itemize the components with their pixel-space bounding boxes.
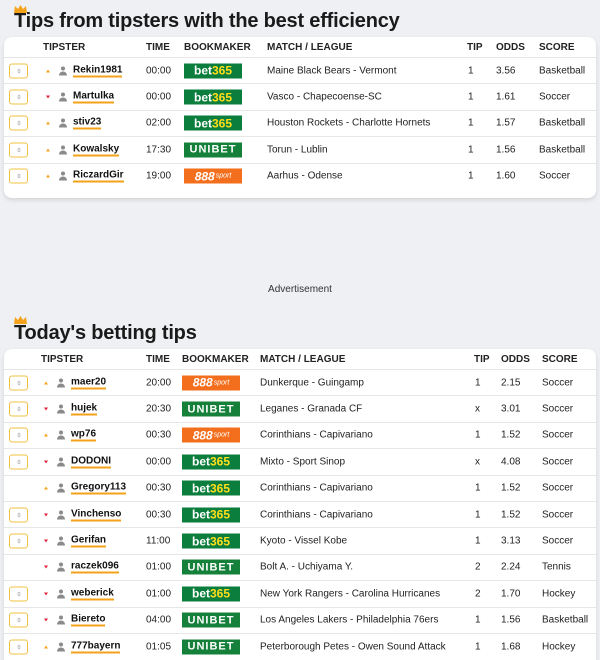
trend-down-icon [44,408,48,411]
bookmaker-label: sport [213,431,230,439]
tip-value: 1 [468,117,474,129]
sport-name: Soccer [542,429,574,441]
match-time: 00:30 [146,429,172,441]
table-row[interactable] [4,110,596,136]
expand-toggle-button[interactable] [9,402,28,417]
advertisement-label: Advertisement [268,284,332,295]
table-row[interactable] [4,422,596,448]
user-icon [57,563,65,572]
column-header-tipster[interactable]: TIPSTER [41,354,84,365]
match-name: Corinthians - Capivariano [260,429,373,441]
sport-name: Basketball [539,65,586,77]
bet365-logo-link[interactable] [182,534,240,549]
bookmaker-label: bet [191,481,210,496]
bookmaker-label: UNIBET [187,561,235,574]
bookmaker-label: bet [193,116,212,131]
odds-value: 2.24 [501,561,521,573]
sport-name: Tennis [542,561,571,573]
tip-value: 1 [475,509,481,521]
trend-up-icon [46,175,50,178]
tip-value: x [475,456,480,468]
match-time: 00:00 [146,91,172,103]
bookmaker-label: sport [215,172,232,180]
sport-name: Soccer [542,403,574,415]
expand-toggle-button[interactable] [9,428,28,443]
odds-value: 1.61 [496,91,516,103]
bookmaker-label: 365 [211,90,233,105]
odds-value: 1.52 [501,509,521,521]
tipster-name-link[interactable]: Rekin1981 [73,64,123,76]
match-time: 01:05 [146,641,172,653]
tipster-name-link[interactable]: Biereto [71,613,106,625]
match-name: Peterborough Petes - Owen Sound Attack [260,641,446,653]
bookmaker-label: bet [191,507,210,522]
bookmaker-label: 365 [209,586,231,601]
user-icon [59,172,67,181]
match-name: New York Rangers - Carolina Hurricanes [260,588,441,600]
column-header-odds[interactable]: ODDS [496,42,525,53]
tip-value: 1 [475,377,481,389]
user-icon [57,484,65,493]
bookmaker-label: 888 [192,375,213,390]
trend-down-icon [46,96,50,99]
match-time: 00:30 [146,509,172,521]
trend-down-icon [44,566,48,569]
bookmaker-label: sport [213,379,230,387]
tipster-name-link[interactable]: stiv23 [73,116,102,128]
sport-name: Soccer [539,170,571,182]
user-icon [57,431,65,440]
sport888-logo-link[interactable] [182,375,240,390]
tip-value: 1 [468,65,474,77]
trend-up-icon [44,645,48,648]
unibet-logo-link[interactable] [182,402,240,417]
odds-value: 1.68 [501,641,521,653]
trend-down-icon [44,619,48,622]
todays-tips-table [4,349,596,660]
match-name: Mixto - Sport Sinop [260,456,346,468]
match-time: 01:00 [146,588,172,600]
column-header-time[interactable]: TIME [146,42,170,53]
match-name: Aarhus - Odense [267,170,343,182]
expand-toggle-button[interactable] [9,507,28,522]
tipster-name-link[interactable]: Gregory113 [71,481,127,493]
trend-up-icon [44,434,48,437]
sport-name: Soccer [542,456,574,468]
bet365-logo-link[interactable] [182,481,240,496]
bookmaker-label: bet [191,534,210,549]
table-row[interactable] [4,527,596,553]
bet365-logo-link[interactable] [182,454,240,469]
tipster-name-link[interactable]: Gerifan [71,534,107,546]
trend-up-icon [46,69,50,72]
tip-value: 2 [475,561,481,573]
odds-value: 1.57 [496,117,516,129]
table-row[interactable] [4,580,596,606]
tip-value: 1 [475,482,481,494]
table-row[interactable] [4,554,596,580]
tip-value: 1 [475,641,481,653]
tipster-name-link[interactable]: DODONI [71,455,111,467]
tip-value: 1 [475,429,481,441]
odds-value: 1.70 [501,588,521,600]
odds-value: 3.01 [501,403,521,415]
match-time: 11:00 [146,535,171,547]
user-icon [57,457,65,466]
odds-value: 1.56 [501,614,521,626]
tip-value: 1 [468,91,474,103]
odds-value: 1.52 [501,482,521,494]
column-header-time[interactable]: TIME [146,354,170,365]
odds-value: 3.56 [496,65,516,77]
user-icon [59,93,67,102]
best-efficiency-title: Tips from tipsters with the best efficiency [14,10,400,32]
todays-tips-title: Today's betting tips [14,322,197,344]
bookmaker-label: UNIBET [187,614,235,627]
odds-value: 3.13 [501,535,521,547]
sport-name: Soccer [542,377,574,389]
table-header [4,37,596,57]
expand-toggle-button[interactable] [9,142,28,157]
table-row[interactable] [4,83,596,109]
expand-toggle-button[interactable] [9,375,28,390]
tip-value: 1 [475,614,481,626]
sport-name: Basketball [539,144,586,156]
odds-value: 1.60 [496,170,516,182]
table-row[interactable] [4,369,596,395]
sport-name: Basketball [539,117,586,129]
trend-down-icon [44,460,48,463]
match-name: Corinthians - Capivariano [260,509,373,521]
bookmaker-label: bet [191,454,210,469]
bookmaker-label: 365 [209,507,231,522]
best-efficiency-table [4,37,596,198]
tipster-name-link[interactable]: hujek [71,402,98,414]
bookmaker-label: 365 [209,481,231,496]
tip-value: 2 [475,588,481,600]
column-header-tip[interactable]: TIP [474,354,490,365]
match-name: Dunkerque - Guingamp [260,377,364,389]
sport-name: Soccer [542,509,574,521]
match-time: 19:00 [146,170,172,182]
table-row[interactable] [4,607,596,633]
user-icon [57,510,65,519]
expand-toggle-button[interactable] [9,169,28,184]
bookmaker-label: bet [193,90,212,105]
trend-down-icon [44,513,48,516]
sport-name: Basketball [542,614,589,626]
column-header-score[interactable]: SCORE [542,354,578,365]
match-time: 20:30 [146,403,172,415]
unibet-logo-link[interactable] [184,142,242,157]
sport888-logo-link[interactable] [182,428,240,443]
tipster-name-link[interactable]: weberick [71,587,114,599]
expand-toggle-button[interactable] [9,90,28,105]
table-row[interactable] [4,448,596,474]
user-icon [59,119,67,128]
match-name: Bolt A. - Uchiyama Y. [260,561,354,573]
match-name: Leganes - Granada CF [260,403,363,415]
bet365-logo-link[interactable] [184,63,242,78]
match-name: Corinthians - Capivariano [260,482,373,494]
user-icon [57,589,65,598]
expand-toggle-button[interactable] [9,63,28,78]
tipster-name-link[interactable]: Martulka [73,90,115,102]
unibet-logo-link[interactable] [182,613,240,628]
tip-value: 1 [468,144,474,156]
trend-down-icon [44,592,48,595]
table-row[interactable] [4,163,596,189]
tip-value: 1 [475,535,481,547]
table-header [4,349,596,369]
column-header-tipster[interactable]: TIPSTER [43,42,86,53]
odds-value: 2.15 [501,377,521,389]
expand-toggle-button[interactable] [9,639,28,654]
match-name: Maine Black Bears - Vermont [267,65,397,77]
expand-toggle-button[interactable] [9,116,28,131]
bookmaker-label: 888 [194,169,215,184]
expand-toggle-button[interactable] [9,613,28,628]
tipster-name-link[interactable]: raczek096 [71,560,119,572]
tip-value: 1 [468,170,474,182]
match-name: Kyoto - Vissel Kobe [260,535,348,547]
match-time: 00:30 [146,482,172,494]
table-row[interactable] [4,57,596,83]
tipster-name-link[interactable]: Kowalsky [73,143,120,155]
table-row[interactable] [4,395,596,421]
bookmaker-label: UNIBET [187,403,235,416]
bookmaker-label: 365 [211,116,233,131]
expand-toggle-button[interactable] [9,534,28,549]
odds-value: 1.52 [501,429,521,441]
bookmaker-label: 365 [209,454,231,469]
expand-toggle-button[interactable] [9,454,28,469]
column-header-match[interactable]: MATCH / LEAGUE [260,354,346,365]
bookmaker-label: bet [191,586,210,601]
column-header-tip[interactable]: TIP [467,42,483,53]
tip-value: x [475,403,480,415]
user-icon [57,642,65,651]
match-time: 04:00 [146,614,172,626]
sport-name: Soccer [542,482,574,494]
match-name: Los Angeles Lakers - Philadelphia 76ers [260,614,439,626]
user-icon [57,378,65,387]
unibet-logo-link[interactable] [182,639,240,654]
bet365-logo-link[interactable] [182,507,240,522]
column-header-match[interactable]: MATCH / LEAGUE [267,42,353,53]
bookmaker-label: 365 [209,534,231,549]
trend-up-icon [44,487,48,490]
bookmaker-label: UNIBET [187,640,235,653]
match-time: 17:30 [146,144,172,156]
expand-toggle-button[interactable] [9,586,28,601]
tipster-name-link[interactable]: wp76 [71,428,97,440]
sport-name: Hockey [542,588,576,600]
bookmaker-label: 365 [211,63,233,78]
bet365-logo-link[interactable] [184,116,242,131]
bookmaker-label: 888 [192,428,213,443]
table-row[interactable] [4,633,596,659]
sport-name: Soccer [542,535,574,547]
odds-value: 1.56 [496,144,516,156]
tipster-name-link[interactable]: maer20 [71,376,107,388]
match-name: Houston Rockets - Charlotte Hornets [267,117,431,129]
odds-value: 4.08 [501,456,521,468]
tipster-name-link[interactable]: 777bayern [71,640,121,652]
trend-up-icon [46,122,50,125]
column-header-odds[interactable]: ODDS [501,354,530,365]
match-time: 00:00 [146,456,172,468]
bet365-logo-link[interactable] [184,90,242,105]
user-icon [57,616,65,625]
bookmaker-label: bet [193,63,212,78]
user-icon [57,405,65,414]
column-header-bookmaker[interactable]: BOOKMAKER [184,42,251,53]
sport-name: Hockey [542,641,576,653]
user-icon [57,537,65,546]
sport888-logo-link[interactable] [184,169,242,184]
table-row[interactable] [4,475,596,501]
match-time: 00:00 [146,65,172,77]
table-row[interactable] [4,501,596,527]
match-name: Vasco - Chapecoense-SC [267,91,382,103]
match-name: Torun - Lublin [267,144,328,156]
table-row[interactable] [4,136,596,162]
bookmaker-label: UNIBET [189,143,237,156]
trend-up-icon [46,148,50,151]
match-time: 20:00 [146,377,172,389]
tipster-name-link[interactable]: Vinchenso [71,508,122,520]
match-time: 01:00 [146,561,172,573]
column-header-bookmaker[interactable]: BOOKMAKER [182,354,249,365]
user-icon [59,145,67,154]
match-time: 02:00 [146,117,172,129]
unibet-logo-link[interactable] [182,560,240,575]
tipster-name-link[interactable]: RiczardGir [73,169,124,181]
sport-name: Soccer [539,91,571,103]
column-header-score[interactable]: SCORE [539,42,575,53]
user-icon [59,66,67,75]
bet365-logo-link[interactable] [182,586,240,601]
trend-down-icon [44,540,48,543]
trend-up-icon [44,381,48,384]
